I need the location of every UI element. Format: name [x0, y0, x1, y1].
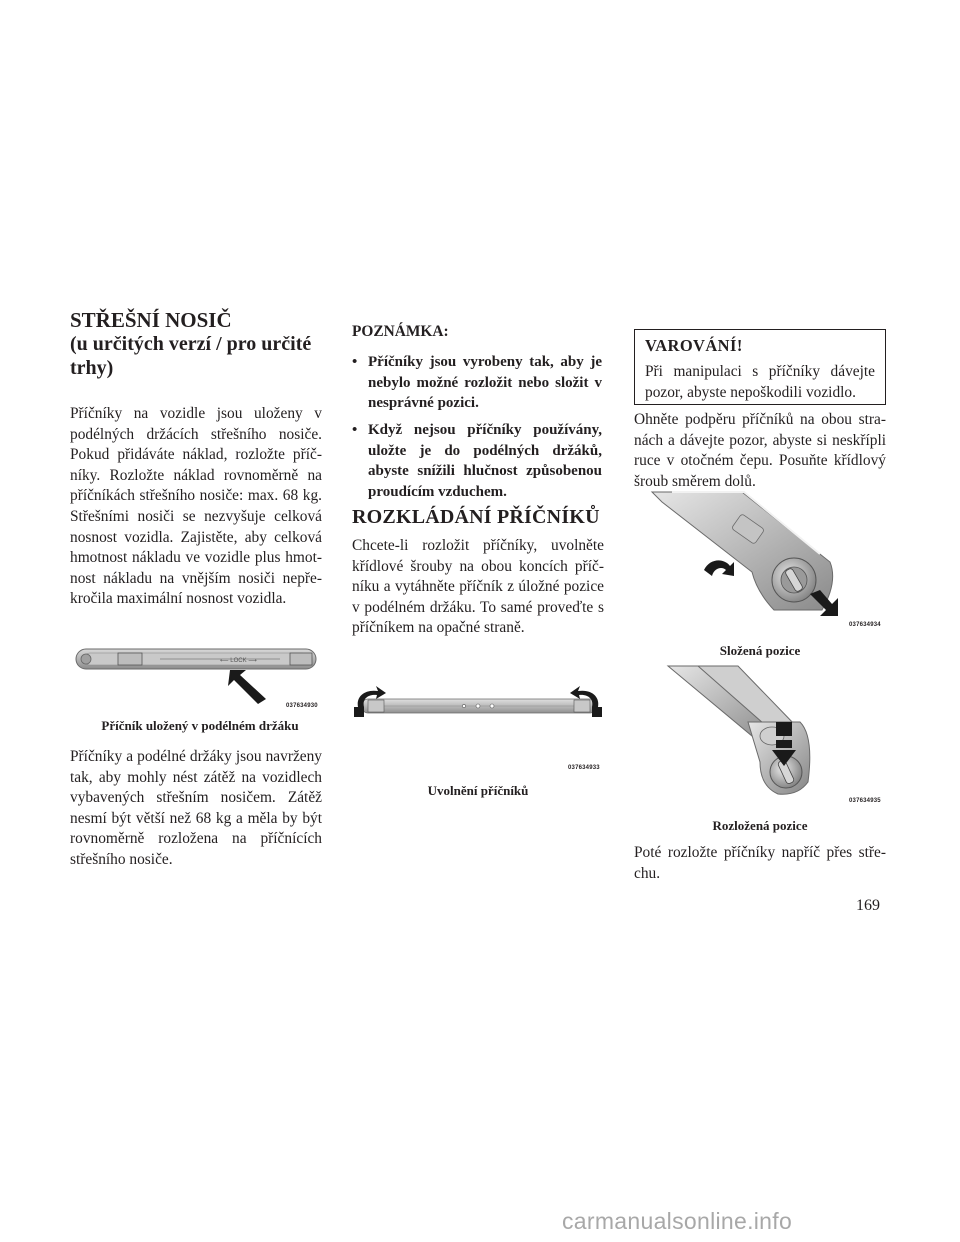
figure-caption: Uvolnění příčníků — [427, 783, 529, 798]
svg-text:⟵ LOCK ⟶: ⟵ LOCK ⟶ — [220, 658, 257, 664]
note-bullet — [352, 420, 602, 502]
folded-position-figure — [652, 492, 852, 622]
section-title — [70, 308, 330, 380]
figure-caption: Složená pozice — [719, 643, 801, 658]
figure-caption: Rozložená pozice — [712, 818, 808, 833]
warning-box — [634, 329, 886, 405]
roof-rack-intro-paragraph: Příčníky na vozidle jsou uloženy v podélných držácích střešního nosiče. Pokud přidáváte náklad, rozložte příčníky. Rozložte náklad rovnoměrně na příčníkách střešního nosiče: max. 68 kg. Střešními nosiči se nezvyšuje celková nosnost vozidla. Zajistěte, aby celková hmotnost nákladu ve vozidle plus hmotnost nákladu na vnějším nosiči nepřekročila maximální nosnost vozidla. — [70, 405, 322, 608]
crossbar-release-figure — [352, 685, 604, 729]
unfold-crossbars-paragraph: Poté rozložte příčníky napříč přes střechu. — [634, 844, 886, 882]
figure-code: 037634935 — [849, 798, 881, 804]
figure-code: 037634934 — [849, 622, 881, 628]
crossbar-load-paragraph: Příčníky a podélné držáky jsou navrženy tak, aby mohly nést zátěž na vozidlech vybavených střešním nosičem. Zátěž nesmí být větší než 68 kg a měla by být rovnoměrně rozložena na příčnících střešního nosiče. — [70, 748, 322, 868]
bullet-text: Když nejsou příčníky používány, uložte je do podélných držáků, abyste snížili hlučnost způsobenou proudícím vzduchem. — [368, 422, 602, 500]
figure-code: 037634930 — [286, 703, 318, 709]
note-bullet — [352, 352, 602, 414]
bullet-text: Příčníky jsou vyrobeny tak, aby je nebylo možné rozložit nebo složit v nesprávné pozici. — [368, 354, 602, 411]
note-heading: POZNÁMKA: — [352, 323, 449, 340]
unfolded-position-figure — [668, 666, 848, 802]
figure-caption: Příčník uložený v podélném držáku — [101, 718, 299, 733]
figure-code: 037634933 — [568, 765, 600, 771]
fold-support-paragraph: Ohněte podpěru příčníků na obou stranách a dávejte pozor, abyste si neskřípli ruce v otočném čepu. Posuňte křídlový šroub směrem dolů. — [634, 411, 886, 490]
watermark: carmanualsonline.info — [562, 1208, 793, 1234]
page-number: 169 — [856, 897, 880, 914]
bullet-symbol: • — [352, 422, 358, 438]
crossbar-stowed-figure — [70, 644, 322, 710]
section-subtitle: (u určitých verzí / pro určité trhy) — [70, 333, 312, 379]
section-title-deploy: ROZKLÁDÁNÍ PŘÍČNÍKŮ — [352, 506, 600, 528]
deploy-paragraph: Chcete-li rozložit příčníky, uvolněte křídlové šrouby na obou koncích příčníku a vytáhněte příčník z úložné pozice v podélném držáku. To samé proveďte s příčníkem na opačné straně. — [352, 537, 604, 637]
warning-text: Při manipulaci s příčníky dávejte pozor, abyste nepoškodili vozidlo. — [645, 363, 875, 401]
section-title-main: STŘEŠNÍ NOSIČ — [70, 308, 232, 332]
bullet-symbol: • — [352, 354, 358, 370]
warning-title: VAROVÁNÍ! — [645, 336, 743, 355]
